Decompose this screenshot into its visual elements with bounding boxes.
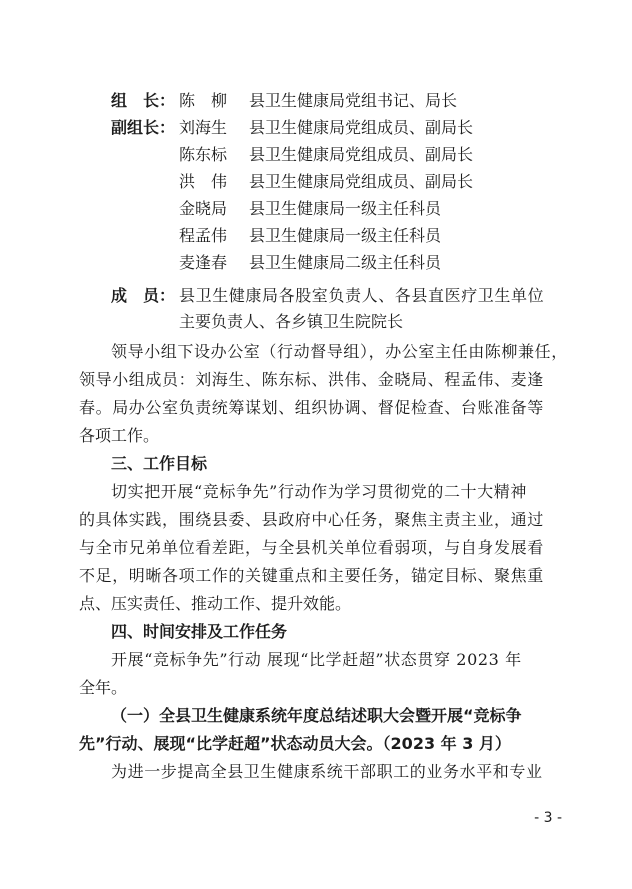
- office-para-line: 各项工作。: [79, 426, 160, 445]
- subsection-heading: 先”行动、展现“比学赶超”状态动员大会。（2023 年 3 月）: [79, 734, 511, 753]
- deputy-name: 麦逢春: [179, 253, 228, 272]
- member-line: 主要负责人、各乡镇卫生院院长: [179, 312, 404, 331]
- deputy-name: 程孟伟: [179, 226, 228, 245]
- section4-para-line: 开展“竞标争先”行动 展现“比学赶超”状态贯穿 2023 年: [111, 650, 522, 669]
- page-number: - 3 -: [534, 810, 562, 826]
- section4-para-line: 全年。: [79, 678, 128, 697]
- leader-name: 陈 柳: [179, 91, 228, 110]
- deputy-title: 县卫生健康局二级主任科员: [249, 253, 442, 272]
- deputy-name: 洪 伟: [179, 172, 228, 191]
- section-heading: 三、工作目标: [111, 454, 208, 473]
- leader-label: 组 长：: [111, 91, 176, 110]
- deputy-title: 县卫生健康局一级主任科员: [249, 199, 442, 218]
- member-label: 成 员：: [111, 286, 176, 305]
- section3-para-line: 与全市兄弟单位看差距，与全县机关单位看弱项，与自身发展看: [79, 538, 544, 557]
- deputy-title: 县卫生健康局党组成员、副局长: [249, 118, 474, 137]
- deputy-name: 陈东标: [179, 145, 228, 164]
- section-heading: 四、时间安排及工作任务: [111, 622, 288, 641]
- sub1-para-line: 为进一步提高全县卫生健康系统干部职工的业务水平和专业: [111, 762, 543, 781]
- deputy-title: 县卫生健康局党组成员、副局长: [249, 172, 474, 191]
- member-line: 县卫生健康局各股室负责人、各县直医疗卫生单位: [179, 286, 545, 305]
- deputy-label: 副组长：: [111, 118, 176, 137]
- deputy-title: 县卫生健康局党组成员、副局长: [249, 145, 474, 164]
- office-para-line: 领导小组下设办公室（行动督导组），办公室主任由陈柳兼任，: [111, 342, 568, 361]
- deputy-title: 县卫生健康局一级主任科员: [249, 226, 442, 245]
- deputy-name: 刘海生: [179, 118, 228, 137]
- section3-para-line: 切实把开展“竞标争先”行动作为学习贯彻党的二十大精神: [111, 482, 527, 501]
- deputy-name: 金晓局: [179, 199, 228, 218]
- subsection-heading: （一）全县卫生健康系统年度总结述职大会暨开展“竞标争: [111, 706, 522, 725]
- section3-para-line: 点、压实责任、推动工作、提升效能。: [79, 594, 352, 613]
- leader-title: 县卫生健康局党组书记、局长: [249, 91, 458, 110]
- section3-para-line: 的具体实践，围绕县委、县政府中心任务，聚焦主责主业，通过: [79, 510, 544, 529]
- office-para-line: 春。局办公室负责统筹谋划、组织协调、督促检查、台账准备等: [79, 398, 544, 417]
- office-para-line: 领导小组成员：刘海生、陈东标、洪伟、金晓局、程孟伟、麦逢: [79, 370, 544, 389]
- section3-para-line: 不足，明晰各项工作的关键重点和主要任务，锚定目标、聚焦重: [79, 566, 544, 585]
